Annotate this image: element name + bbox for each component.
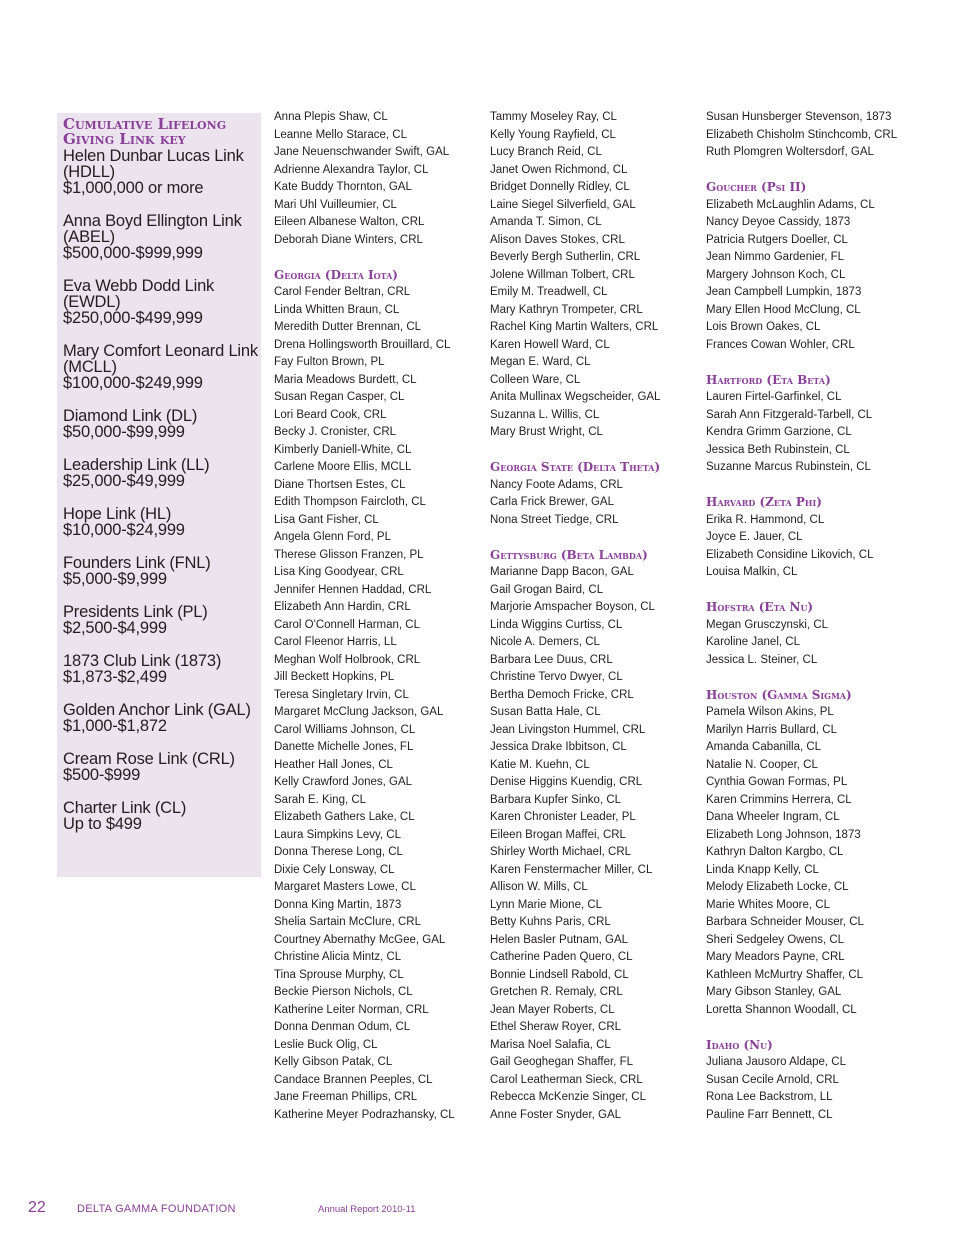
donor-name: Marilyn Harris Bullard, CL [706, 723, 838, 736]
donor-name: Fay Fulton Brown, PL [274, 356, 385, 368]
key-tier-line: $100,000-$249,999 [63, 374, 203, 392]
donor-name: Therese Glisson Franzen, PL [274, 548, 424, 561]
donor-name: Leslie Buck Olig, CL [274, 1038, 378, 1051]
donor-name: Helen Basler Putnam, GAL [490, 933, 629, 946]
key-tier-line: $2,500-$4,999 [63, 619, 167, 637]
donor-name: Juliana Jausoro Aldape, CL [706, 1056, 847, 1068]
key-tier-line: Charter Link (CL) [63, 799, 187, 817]
donor-name: Candace Brannen Peeples, CL [274, 1073, 433, 1086]
donor-name: Carol Williams Johnson, CL [274, 723, 416, 736]
donor-name: Anita Mullinax Wegscheider, GAL [490, 391, 661, 403]
key-tier-line: $50,000-$99,999 [63, 423, 185, 441]
donor-name: Alison Daves Stokes, CRL [490, 233, 625, 246]
donor-name: Diane Thortsen Estes, CL [274, 478, 406, 491]
donor-name: Louisa Malkin, CL [706, 566, 798, 578]
chapter-heading: Houston (Gamma Sigma) [706, 687, 852, 702]
donor-name: Lisa Gant Fisher, CL [274, 513, 379, 526]
key-tier-line: Cream Rose Link (CRL) [63, 750, 235, 768]
donor-name: Frances Cowan Wohler, CRL [706, 338, 855, 351]
donor-name: Mari Uhl Vuilleumier, CL [274, 198, 397, 211]
key-tier-line: $5,000-$9,999 [63, 570, 167, 588]
donor-name: Drena Hollingsworth Brouillard, CL [274, 338, 451, 351]
donor-name: Mary Kathryn Trompeter, CRL [490, 303, 643, 316]
donor-name: Carla Frick Brewer, GAL [490, 496, 614, 508]
chapter-section [706, 372, 916, 477]
key-tier-line: Golden Anchor Link (GAL) [63, 701, 251, 719]
donor-name: Jean Nimmo Gardenier, FL [706, 251, 845, 263]
donor-name: Ethel Sheraw Royer, CRL [490, 1021, 622, 1033]
donor-name: Carol Fender Beltran, CRL [274, 286, 411, 298]
key-tier-line: Presidents Link (PL) [63, 603, 208, 621]
key-tier [63, 148, 261, 196]
donor-name: Jolene Willman Tolbert, CRL [490, 268, 635, 281]
donor-name: Gretchen R. Remaly, CRL [490, 986, 623, 998]
donor-name: Mary Brust Wright, CL [490, 426, 603, 438]
donor-name: Jean Livingston Hummel, CRL [490, 723, 646, 736]
donor-name: Kathleen McMurtry Shaffer, CL [706, 968, 864, 981]
donor-name: Denise Higgins Kuendig, CRL [490, 776, 643, 788]
donor-name: Natalie N. Cooper, CL [706, 758, 818, 771]
donor-name: Allison W. Mills, CL [490, 881, 588, 893]
donor-name: Karen Howell Ward, CL [490, 338, 610, 351]
donor-name: Leanne Mello Starace, CL [274, 128, 407, 141]
chapter-section [706, 599, 916, 669]
donor-name: Katherine Meyer Podrazhansky, CL [274, 1108, 455, 1121]
chapter-heading: Georgia (Delta Iota) [274, 267, 398, 282]
donor-column-2 [490, 109, 700, 1142]
donor-name: Kathryn Dalton Kargbo, CL [706, 846, 844, 858]
key-tier [63, 408, 261, 440]
giving-link-key [57, 113, 261, 877]
donor-name: Tina Sprouse Murphy, CL [274, 968, 404, 981]
donor-name: Gail Grogan Baird, CL [490, 583, 604, 596]
donor-name: Kimberly Daniell-White, CL [274, 443, 412, 456]
donor-name: Linda Whitten Braun, CL [274, 303, 400, 316]
donor-name: Katie M. Kuehn, CL [490, 758, 590, 771]
donor-name: Margery Johnson Koch, CL [706, 268, 846, 281]
donor-name: Deborah Diane Winters, CRL [274, 233, 423, 246]
donor-name: Barbara Schneider Mouser, CL [706, 916, 864, 928]
donor-name: Lisa King Goodyear, CRL [274, 566, 404, 578]
donor-name: Kelly Gibson Patak, CL [274, 1056, 393, 1068]
donor-name: Eileen Brogan Maffei, CRL [490, 828, 626, 841]
chapter-section [274, 109, 484, 249]
donor-name: Carol Fleenor Harris, LL [274, 636, 397, 648]
donor-name: Amanda T. Simon, CL [490, 216, 602, 228]
donor-name: Erika R. Hammond, CL [706, 513, 825, 526]
donor-name: Linda Knapp Kelly, CL [706, 863, 819, 876]
donor-name: Meghan Wolf Holbrook, CRL [274, 653, 421, 666]
donor-name: Becky J. Cronister, CRL [274, 426, 397, 438]
donor-name: Teresa Singletary Irvin, CL [274, 688, 409, 701]
key-tier [63, 343, 261, 391]
donor-name: Shelia Sartain McClure, CRL [274, 916, 422, 928]
donor-name: Pauline Farr Bennett, CL [706, 1108, 833, 1121]
donor-name: Cynthia Gowan Formas, PL [706, 776, 848, 788]
key-tier-line: Anna Boyd Ellington Link [63, 212, 242, 230]
chapter-heading: Harvard (Zeta Phi) [706, 495, 822, 509]
donor-column-3 [706, 109, 916, 1142]
donor-name: Karoline Janel, CL [706, 636, 800, 648]
donor-name: Suzanna L. Willis, CL [490, 408, 600, 421]
key-tier-line: Up to $499 [63, 815, 142, 833]
donor-name: Jessica Beth Rubinstein, CL [706, 443, 850, 456]
donor-name: Bertha Democh Fricke, CRL [490, 688, 634, 701]
donor-name: Gail Geoghegan Shaffer, FL [490, 1056, 633, 1068]
chapter-section [706, 179, 916, 354]
key-tier [63, 278, 261, 326]
chapter-heading: Goucher (Psi II) [706, 180, 807, 194]
donor-name: Donna Therese Long, CL [274, 846, 403, 858]
key-tier [63, 457, 261, 489]
donor-name: Loretta Shannon Woodall, CL [706, 1003, 857, 1016]
donor-name: Jessica L. Steiner, CL [706, 653, 818, 666]
donor-name: Heather Hall Jones, CL [274, 758, 393, 771]
donor-name: Susan Regan Casper, CL [274, 391, 405, 403]
chapter-section [706, 494, 916, 582]
donor-name: Elizabeth Ann Hardin, CRL [274, 601, 411, 613]
donor-name: Susan Cecile Arnold, CRL [706, 1073, 839, 1086]
donor-name: Lucy Branch Reid, CL [490, 146, 602, 158]
donor-name: Sarah E. King, CL [274, 793, 367, 806]
donor-name: Adrienne Alexandra Taylor, CL [274, 163, 429, 176]
donor-name: Meredith Dutter Brennan, CL [274, 321, 422, 333]
donor-name: Jean Campbell Lumpkin, 1873 [706, 286, 862, 298]
key-tier-line: (HDLL) [63, 163, 115, 181]
key-tier-line: $1,873-$2,499 [63, 668, 167, 686]
donor-name: Bonnie Lindsell Rabold, CL [490, 968, 629, 981]
chapter-heading: Hofstra (Eta Nu) [706, 600, 814, 614]
donor-name: Lynn Marie Mione, CL [490, 898, 603, 911]
donor-name: Megan Grusczynski, CL [706, 618, 829, 631]
donor-name: Mary Gibson Stanley, GAL [706, 986, 842, 998]
chapter-heading: Gettysburg (Beta Lambda) [490, 547, 648, 562]
key-tier [63, 604, 261, 636]
key-tier-line: Leadership Link (LL) [63, 456, 210, 474]
key-tier-line: $1,000-$1,872 [63, 717, 167, 735]
donor-name: Edith Thompson Faircloth, CL [274, 496, 426, 508]
donor-name: Janet Owen Richmond, CL [490, 163, 628, 176]
donor-name: Mary Ellen Hood McClung, CL [706, 303, 861, 316]
key-tier [63, 653, 261, 685]
donor-name: Carlene Moore Ellis, MCLL [274, 461, 412, 473]
key-tier-line: Hope Link (HL) [63, 505, 172, 523]
donor-name: Elizabeth Long Johnson, 1873 [706, 828, 861, 841]
donor-name: Jane Freeman Phillips, CRL [274, 1091, 418, 1103]
donor-name: Danette Michelle Jones, FL [274, 741, 414, 753]
donor-name: Maria Meadows Burdett, CL [274, 373, 417, 386]
donor-name: Patricia Rutgers Doeller, CL [706, 233, 848, 246]
donor-name: Barbara Kupfer Sinko, CL [490, 793, 622, 806]
donor-name: Sarah Ann Fitzgerald-Tarbell, CL [706, 408, 873, 421]
key-tier-line: $500-$999 [63, 766, 141, 784]
donor-name: Rachel King Martin Walters, CRL [490, 321, 659, 333]
chapter-heading: Hartford (Eta Beta) [706, 372, 831, 387]
key-tier [63, 702, 261, 734]
donor-name: Amanda Cabanilla, CL [706, 741, 822, 753]
donor-name: Jennifer Hennen Haddad, CRL [274, 583, 432, 596]
donor-name: Courtney Abernathy McGee, GAL [274, 933, 446, 946]
donor-name: Betty Kuhns Paris, CRL [490, 916, 611, 928]
donor-name: Anne Foster Snyder, GAL [490, 1108, 622, 1121]
chapter-heading: Idaho (Nu) [706, 1037, 773, 1052]
donor-name: Marjorie Amspacher Boyson, CL [490, 601, 655, 613]
donor-name: Linda Wiggins Curtiss, CL [490, 618, 623, 631]
donor-name: Eileen Albanese Walton, CRL [274, 216, 425, 228]
donor-name: Lori Beard Cook, CRL [274, 408, 387, 421]
donor-name: Donna King Martin, 1873 [274, 898, 402, 911]
chapter-section [706, 109, 916, 162]
donor-name: Rona Lee Backstrom, LL [706, 1091, 833, 1103]
donor-name: Karen Chronister Leader, PL [490, 811, 636, 823]
donor-name: Bridget Donnelly Ridley, CL [490, 181, 630, 193]
donor-name: Rebecca McKenzie Singer, CL [490, 1091, 646, 1103]
key-title-line: Giving Link key [63, 130, 186, 148]
key-tier [63, 555, 261, 587]
key-tier-line: Helen Dunbar Lucas Link [63, 147, 244, 165]
donor-name: Jessica Drake Ibbitson, CL [490, 741, 627, 753]
donor-name: Kelly Young Rayfield, CL [490, 128, 616, 141]
donor-name: Nancy Deyoe Cassidy, 1873 [706, 216, 851, 228]
donor-name: Dana Wheeler Ingram, CL [706, 811, 840, 823]
donor-name: Nona Street Tiedge, CRL [490, 513, 619, 526]
donor-name: Melody Elizabeth Locke, CL [706, 881, 849, 893]
donor-name: Tammy Moseley Ray, CL [490, 111, 617, 123]
key-tier [63, 751, 261, 783]
key-tier-line: 1873 Club Link (1873) [63, 652, 222, 670]
donor-name: Jill Beckett Hopkins, PL [274, 671, 395, 683]
key-tier-line: $500,000-$999,999 [63, 244, 203, 262]
donor-name: Megan E. Ward, CL [490, 356, 591, 368]
key-tier-line: Mary Comfort Leonard Link [63, 342, 258, 360]
key-tier-line: (MCLL) [63, 358, 117, 376]
donor-name: Lauren Firtel-Garfinkel, CL [706, 391, 842, 403]
donor-name: Elizabeth Chisholm Stinchcomb, CRL [706, 128, 898, 141]
donor-name: Elizabeth Gathers Lake, CL [274, 811, 415, 823]
chapter-section [706, 1037, 916, 1125]
key-tier [63, 800, 261, 832]
chapter-section [706, 687, 916, 1020]
donor-name: Nicole A. Demers, CL [490, 636, 600, 648]
chapter-heading: Georgia State (Delta Theta) [490, 460, 661, 474]
donor-name: Marie Whites Moore, CL [706, 898, 830, 911]
donor-name: Suzanne Marcus Rubinstein, CL [706, 461, 871, 473]
chapter-section [490, 547, 700, 1125]
donor-name: Katherine Leiter Norman, CRL [274, 1003, 429, 1016]
donor-name: Mary Meadors Payne, CRL [706, 951, 845, 963]
key-title [63, 117, 261, 147]
key-tier-line: Founders Link (FNL) [63, 554, 211, 572]
donor-name: Marianne Dapp Bacon, GAL [490, 566, 634, 578]
donor-name: Beverly Bergh Sutherlin, CRL [490, 251, 641, 263]
key-tier [63, 213, 261, 261]
key-tier-line: (EWDL) [63, 293, 121, 311]
donor-name: Emily M. Treadwell, CL [490, 286, 608, 298]
key-tier-line: $25,000-$49,999 [63, 472, 185, 490]
donor-name: Elizabeth McLaughlin Adams, CL [706, 198, 875, 211]
donor-name: Colleen Ware, CL [490, 373, 581, 386]
donor-name: Karen Crimmins Herrera, CL [706, 793, 852, 806]
donor-name: Nancy Foote Adams, CRL [490, 478, 623, 491]
donor-name: Donna Denman Odum, CL [274, 1021, 411, 1033]
donor-name: Elizabeth Considine Likovich, CL [706, 548, 874, 561]
key-tier-line: $10,000-$24,999 [63, 521, 185, 539]
donor-name: Christine Alicia Mintz, CL [274, 951, 402, 963]
donor-name: Joyce E. Jauer, CL [706, 531, 803, 543]
key-tier-line: $250,000-$499,999 [63, 309, 203, 327]
donor-name: Karen Fenstermacher Miller, CL [490, 863, 653, 876]
donor-name: Susan Batta Hale, CL [490, 706, 601, 718]
donor-name: Jane Neuenschwander Swift, GAL [274, 146, 450, 158]
donor-column-1 [274, 109, 484, 1142]
footer-organization: DELTA GAMMA FOUNDATION [77, 1203, 236, 1215]
donor-name: Kelly Crawford Jones, GAL [274, 776, 413, 788]
chapter-section [274, 267, 484, 1125]
donor-name: Margaret Masters Lowe, CL [274, 881, 416, 893]
donor-name: Laine Siegel Silverfield, GAL [490, 198, 636, 211]
donor-name: Ruth Plomgren Woltersdorf, GAL [706, 146, 874, 158]
donor-name: Jean Mayer Roberts, CL [490, 1003, 615, 1016]
donor-name: Anna Plepis Shaw, CL [274, 111, 388, 123]
donor-name: Carol Leatherman Sieck, CRL [490, 1073, 643, 1086]
donor-name: Beckie Pierson Nichols, CL [274, 986, 413, 998]
key-tier-line: $1,000,000 or more [63, 179, 204, 197]
donor-name: Kendra Grimm Garzione, CL [706, 426, 852, 438]
donor-name: Shirley Worth Michael, CRL [490, 846, 632, 858]
donor-name: Barbara Lee Duus, CRL [490, 653, 613, 666]
donor-name: Christine Tervo Dwyer, CL [490, 671, 623, 683]
donor-name: Marisa Noel Salafia, CL [490, 1038, 611, 1051]
key-tier-line: Eva Webb Dodd Link [63, 277, 215, 295]
key-tier-line: (ABEL) [63, 228, 115, 246]
donor-name: Sheri Sedgeley Owens, CL [706, 933, 845, 946]
key-tier-line: Diamond Link (DL) [63, 407, 198, 425]
donor-name: Carol O'Connell Harman, CL [274, 618, 421, 631]
donor-name: Susan Hunsberger Stevenson, 1873 [706, 111, 892, 123]
footer-report-title: Annual Report 2010-11 [318, 1204, 416, 1215]
donor-name: Pamela Wilson Akins, PL [706, 706, 834, 718]
donor-name: Lois Brown Oakes, CL [706, 321, 821, 333]
key-tier-list [63, 148, 261, 832]
donor-name: Kate Buddy Thornton, GAL [274, 181, 412, 193]
donor-name: Angela Glenn Ford, PL [274, 531, 391, 543]
donor-name: Dixie Cely Lonsway, CL [274, 863, 395, 876]
chapter-section [490, 459, 700, 529]
key-tier [63, 506, 261, 538]
donor-name: Laura Simpkins Levy, CL [274, 828, 401, 841]
donor-name: Margaret McClung Jackson, GAL [274, 706, 444, 718]
key-title-line: Cumulative Lifelong [63, 115, 227, 133]
page-number: 22 [28, 1199, 46, 1216]
donor-name: Catherine Paden Quero, CL [490, 951, 633, 963]
chapter-section [490, 109, 700, 442]
